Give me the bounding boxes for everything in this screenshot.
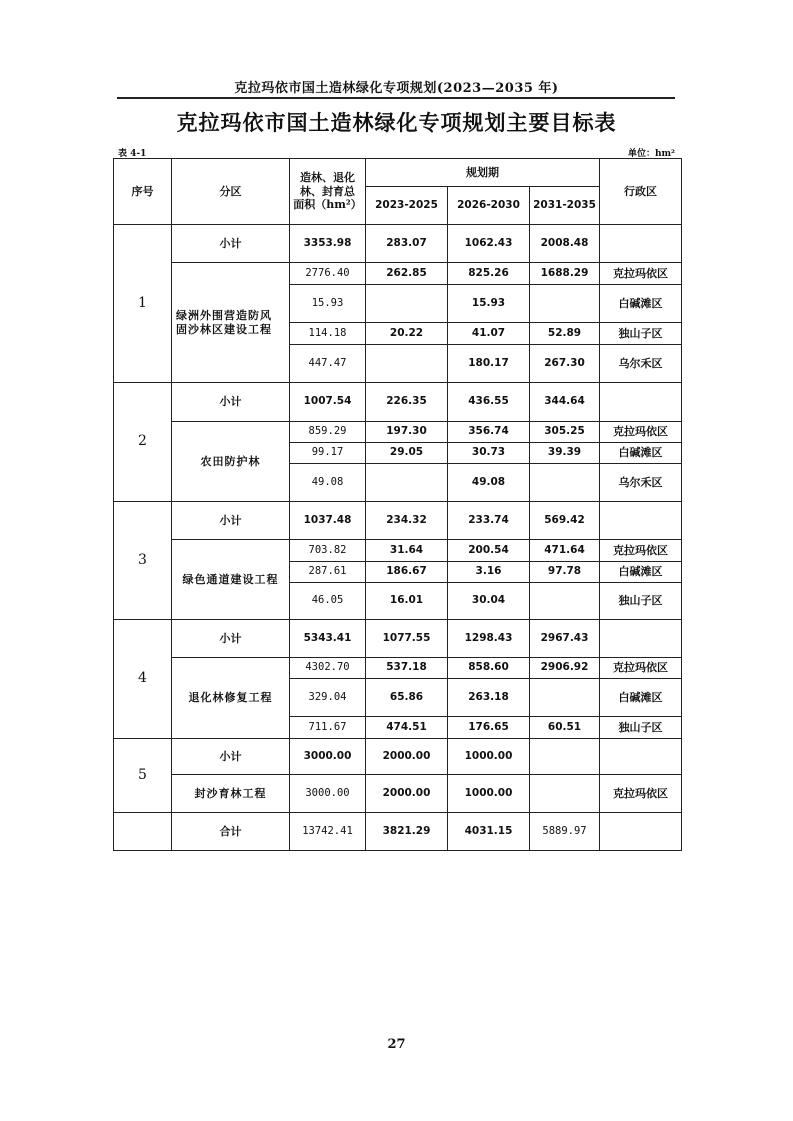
cell-p2: 15.93 xyxy=(448,285,530,323)
cell-p1: 262.85 xyxy=(366,263,448,285)
grand-total-p1: 3821.29 xyxy=(366,813,448,851)
header-total-area-line3: 面积（hm²） xyxy=(293,198,362,212)
cell-total: 711.67 xyxy=(290,717,366,739)
grand-total-district xyxy=(600,813,682,851)
zone-line: 封沙育林工程 xyxy=(194,786,267,800)
cell-district: 白碱滩区 xyxy=(600,443,682,464)
table-row xyxy=(114,775,682,813)
cell-total: 99.17 xyxy=(290,443,366,464)
subtotal-total: 5343.41 xyxy=(290,620,366,658)
seq-cell-3: 3 xyxy=(114,502,172,620)
cell-p1: 197.30 xyxy=(366,422,448,443)
subtotal-label: 小计 xyxy=(172,502,290,540)
header-period-3: 2031-2035 xyxy=(530,187,600,225)
subtotal-district xyxy=(600,383,682,422)
grand-total-total: 13742.41 xyxy=(290,813,366,851)
cell-p3 xyxy=(530,583,600,620)
cell-total: 2776.40 xyxy=(290,263,366,285)
cell-p1 xyxy=(366,464,448,502)
cell-p1: 65.86 xyxy=(366,679,448,717)
subtotal-district xyxy=(600,502,682,540)
cell-p3: 52.89 xyxy=(530,323,600,345)
cell-p2: 356.74 xyxy=(448,422,530,443)
cell-total: 287.61 xyxy=(290,562,366,583)
subtotal-total: 3353.98 xyxy=(290,225,366,263)
zone-line: 绿洲外围营造防风 xyxy=(176,308,272,322)
cell-p3: 97.78 xyxy=(530,562,600,583)
cell-p3: 267.30 xyxy=(530,345,600,383)
cell-total: 4302.70 xyxy=(290,658,366,679)
cell-total: 329.04 xyxy=(290,679,366,717)
cell-p3: 471.64 xyxy=(530,540,600,562)
header-period-2: 2026-2030 xyxy=(448,187,530,225)
zone-line: 农田防护林 xyxy=(200,454,261,468)
cell-district: 克拉玛依区 xyxy=(600,775,682,813)
cell-total: 447.47 xyxy=(290,345,366,383)
zone-line: 退化林修复工程 xyxy=(188,691,273,705)
cell-district: 克拉玛依区 xyxy=(600,422,682,443)
cell-p2: 263.18 xyxy=(448,679,530,717)
cell-p2: 1000.00 xyxy=(448,775,530,813)
header-period-1: 2023-2025 xyxy=(366,187,448,225)
cell-total: 703.82 xyxy=(290,540,366,562)
header-planning-period: 规划期 xyxy=(366,159,600,187)
cell-p2: 30.04 xyxy=(448,583,530,620)
cell-p3 xyxy=(530,775,600,813)
cell-p2: 176.65 xyxy=(448,717,530,739)
table-row-subtotal-1 xyxy=(114,225,682,263)
zone-line: 绿色通道建设工程 xyxy=(182,572,279,586)
unit-label: 单位：hm² xyxy=(627,149,675,159)
cell-p3: 39.39 xyxy=(530,443,600,464)
zone-cell-2 xyxy=(172,422,290,502)
cell-district: 克拉玛依区 xyxy=(600,540,682,562)
header-row-1 xyxy=(114,159,682,187)
subtotal-district xyxy=(600,225,682,263)
subtotal-label: 小计 xyxy=(172,739,290,775)
subtotal-p2: 436.55 xyxy=(448,383,530,422)
zone-cell-4 xyxy=(172,658,290,739)
subtotal-label: 小计 xyxy=(172,620,290,658)
seq-cell-5: 5 xyxy=(114,739,172,813)
page-number: 27 xyxy=(387,1037,406,1052)
cell-district: 独山子区 xyxy=(600,323,682,345)
subtotal-p3: 344.64 xyxy=(530,383,600,422)
table-row xyxy=(114,658,682,679)
cell-p1 xyxy=(366,345,448,383)
cell-p1: 474.51 xyxy=(366,717,448,739)
cell-p2: 30.73 xyxy=(448,443,530,464)
subtotal-p3: 2008.48 xyxy=(530,225,600,263)
table-row-subtotal-3 xyxy=(114,502,682,540)
cell-p3 xyxy=(530,464,600,502)
subtotal-label: 小计 xyxy=(172,383,290,422)
cell-p1: 16.01 xyxy=(366,583,448,620)
header-total-area-line1: 造林、退化 xyxy=(300,170,355,184)
table-row xyxy=(114,263,682,285)
cell-district: 乌尔禾区 xyxy=(600,464,682,502)
cell-p1: 20.22 xyxy=(366,323,448,345)
grand-total-p2: 4031.15 xyxy=(448,813,530,851)
subtotal-p1: 234.32 xyxy=(366,502,448,540)
subtotal-label: 小计 xyxy=(172,225,290,263)
cell-p3 xyxy=(530,285,600,323)
cell-total: 15.93 xyxy=(290,285,366,323)
cell-district: 白碱滩区 xyxy=(600,562,682,583)
subtotal-p3: 569.42 xyxy=(530,502,600,540)
header-zone: 分区 xyxy=(172,159,290,225)
cell-p3: 60.51 xyxy=(530,717,600,739)
subtotal-total: 1007.54 xyxy=(290,383,366,422)
grand-total-p3: 5889.97 xyxy=(530,813,600,851)
cell-p3: 2906.92 xyxy=(530,658,600,679)
table-row-subtotal-2 xyxy=(114,383,682,422)
table-row xyxy=(114,540,682,562)
cell-district: 白碱滩区 xyxy=(600,679,682,717)
cell-total: 114.18 xyxy=(290,323,366,345)
targets-table xyxy=(113,158,682,851)
cell-p2: 49.08 xyxy=(448,464,530,502)
header-total-area xyxy=(290,159,366,225)
subtotal-district xyxy=(600,620,682,658)
cell-p1 xyxy=(366,285,448,323)
cell-district: 乌尔禾区 xyxy=(600,345,682,383)
zone-cell-5 xyxy=(172,775,290,813)
running-header-title: 克拉玛依市国土造林绿化专项规划(2023—2035 年) xyxy=(234,81,559,96)
subtotal-total: 3000.00 xyxy=(290,739,366,775)
zone-line: 固沙林区建设工程 xyxy=(176,322,272,336)
cell-p1: 2000.00 xyxy=(366,775,448,813)
subtotal-p1: 2000.00 xyxy=(366,739,448,775)
cell-p2: 200.54 xyxy=(448,540,530,562)
cell-district: 独山子区 xyxy=(600,717,682,739)
subtotal-p1: 226.35 xyxy=(366,383,448,422)
seq-cell-4: 4 xyxy=(114,620,172,739)
table-row-subtotal-5 xyxy=(114,739,682,775)
cell-total: 859.29 xyxy=(290,422,366,443)
cell-p2: 180.17 xyxy=(448,345,530,383)
subtotal-district xyxy=(600,739,682,775)
subtotal-p2: 1062.43 xyxy=(448,225,530,263)
cell-p3: 1688.29 xyxy=(530,263,600,285)
subtotal-total: 1037.48 xyxy=(290,502,366,540)
cell-total: 46.05 xyxy=(290,583,366,620)
header-rule xyxy=(117,97,675,99)
cell-p2: 825.26 xyxy=(448,263,530,285)
cell-total: 49.08 xyxy=(290,464,366,502)
header-district: 行政区 xyxy=(600,159,682,225)
cell-district: 独山子区 xyxy=(600,583,682,620)
subtotal-p3 xyxy=(530,739,600,775)
cell-p1: 31.64 xyxy=(366,540,448,562)
cell-p1: 29.05 xyxy=(366,443,448,464)
header-seq: 序号 xyxy=(114,159,172,225)
subtotal-p2: 233.74 xyxy=(448,502,530,540)
document-title: 克拉玛依市国土造林绿化专项规划主要目标表 xyxy=(176,110,617,135)
cell-total: 3000.00 xyxy=(290,775,366,813)
cell-p2: 858.60 xyxy=(448,658,530,679)
seq-cell-1: 1 xyxy=(114,225,172,383)
cell-p3: 305.25 xyxy=(530,422,600,443)
seq-cell-2: 2 xyxy=(114,383,172,502)
subtotal-p1: 283.07 xyxy=(366,225,448,263)
table-row-grand-total xyxy=(114,813,682,851)
subtotal-p2: 1298.43 xyxy=(448,620,530,658)
table-row-subtotal-4 xyxy=(114,620,682,658)
table-row xyxy=(114,422,682,443)
cell-p3 xyxy=(530,679,600,717)
cell-p1: 186.67 xyxy=(366,562,448,583)
cell-district: 白碱滩区 xyxy=(600,285,682,323)
cell-district: 克拉玛依区 xyxy=(600,263,682,285)
table-label: 表 4-1 xyxy=(118,149,147,159)
subtotal-p3: 2967.43 xyxy=(530,620,600,658)
zone-cell-3 xyxy=(172,540,290,620)
subtotal-p2: 1000.00 xyxy=(448,739,530,775)
header-total-area-line2: 林、封育总 xyxy=(300,184,355,198)
cell-p2: 41.07 xyxy=(448,323,530,345)
cell-district: 克拉玛依区 xyxy=(600,658,682,679)
grand-total-seq xyxy=(114,813,172,851)
cell-p2: 3.16 xyxy=(448,562,530,583)
subtotal-p1: 1077.55 xyxy=(366,620,448,658)
cell-p1: 537.18 xyxy=(366,658,448,679)
grand-total-label: 合计 xyxy=(172,813,290,851)
zone-cell-1 xyxy=(172,263,290,383)
